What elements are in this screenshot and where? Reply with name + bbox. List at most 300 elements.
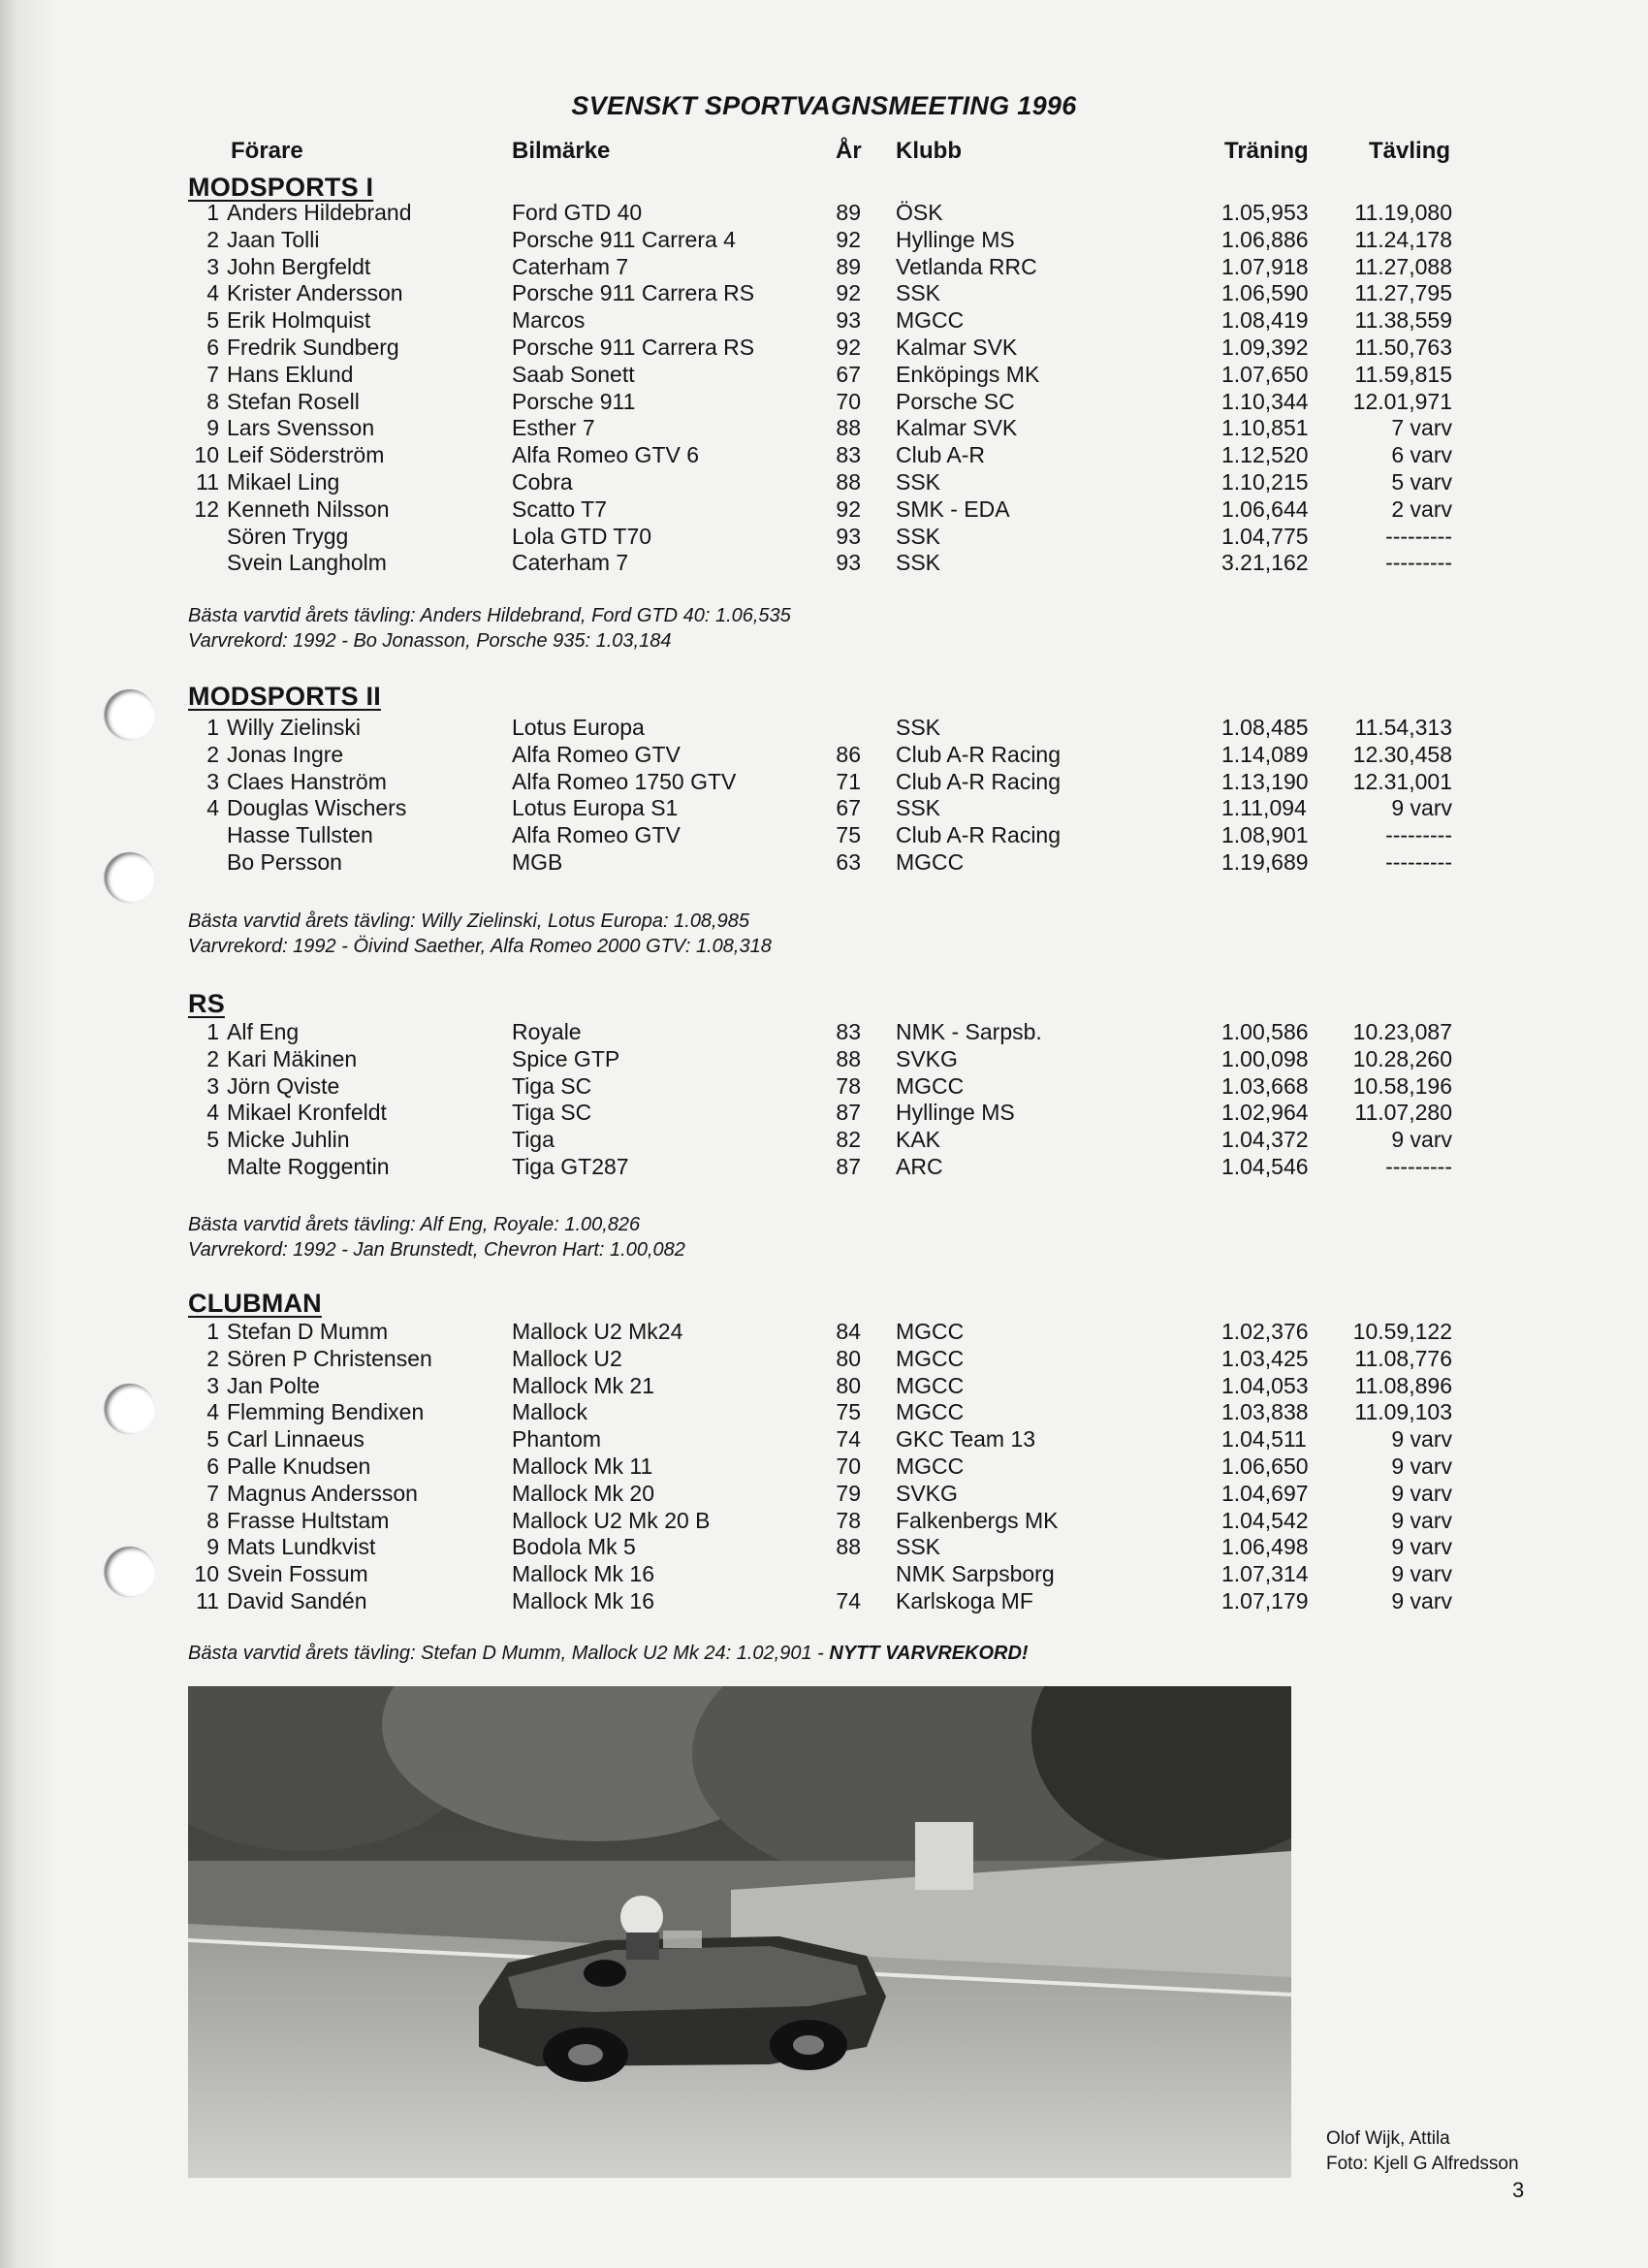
training-time-cell: 1.06,886 — [1221, 226, 1309, 252]
race-result-cell: 11.19,080 — [1354, 200, 1452, 225]
position-cell: 11 — [196, 469, 219, 495]
training-time-cell: 3.21,162 — [1221, 550, 1309, 576]
year-cell: 78 — [836, 1072, 861, 1099]
year-cell: 87 — [836, 1154, 861, 1179]
table-row — [0, 714, 1648, 741]
driver-cell: Frasse Hultstam — [227, 1507, 390, 1533]
position-cell: 9 — [206, 1534, 219, 1560]
club-cell: Vetlanda RRC — [896, 253, 1037, 279]
club-cell: Karlskoga MF — [896, 1588, 1033, 1613]
position-cell: 3 — [206, 1372, 219, 1398]
training-time-cell: 1.08,485 — [1221, 715, 1309, 740]
club-cell: MGCC — [896, 1072, 965, 1099]
car-cell: Lola GTD T70 — [512, 523, 652, 549]
driver-cell: Mikael Ling — [227, 469, 340, 495]
lap-record-note: Varvrekord: 1992 - Öivind Saether, Alfa Romeo 2000 GTV: 1.08,318 — [188, 936, 772, 957]
training-time-cell: 1.07,179 — [1221, 1588, 1309, 1613]
car-cell: Mallock U2 Mk24 — [512, 1319, 683, 1344]
column-header-year: År — [836, 138, 862, 164]
club-cell: Club A-R Racing — [896, 768, 1062, 794]
race-result-cell: 11.38,559 — [1354, 307, 1452, 334]
training-time-cell: 1.14,089 — [1221, 741, 1309, 767]
position-cell: 3 — [206, 1072, 219, 1099]
club-cell: MGCC — [896, 1372, 965, 1398]
race-result-cell: 11.08,896 — [1354, 1372, 1452, 1398]
car-cell: Lotus Europa — [512, 715, 645, 740]
training-time-cell: 1.04,053 — [1221, 1372, 1309, 1398]
race-result-cell: 11.50,763 — [1354, 335, 1452, 360]
position-cell: 9 — [206, 415, 219, 441]
race-result-cell: --------- — [1385, 1154, 1452, 1179]
club-cell: SSK — [896, 715, 941, 740]
page-number: 3 — [1512, 2178, 1525, 2202]
race-result-cell: 10.59,122 — [1352, 1319, 1452, 1344]
position-cell: 5 — [206, 1127, 219, 1153]
race-result-cell: 12.30,458 — [1352, 741, 1452, 767]
position-cell: 3 — [206, 253, 219, 279]
club-cell: SSK — [896, 280, 941, 306]
race-result-cell: 5 varv — [1391, 469, 1452, 495]
table-row — [0, 1480, 1648, 1507]
car-cell: Caterham 7 — [512, 550, 629, 576]
year-cell: 87 — [836, 1100, 861, 1126]
year-cell: 93 — [836, 307, 861, 334]
car-cell: Mallock Mk 11 — [512, 1453, 653, 1479]
year-cell: 83 — [836, 1019, 861, 1044]
car-cell: Porsche 911 Carrera 4 — [512, 226, 736, 252]
training-time-cell: 1.10,215 — [1221, 469, 1309, 495]
year-cell: 89 — [836, 253, 861, 279]
club-cell: SSK — [896, 469, 941, 495]
position-cell: 2 — [206, 226, 219, 252]
table-row — [0, 1425, 1648, 1453]
car-cell: Cobra — [512, 469, 573, 495]
year-cell: 74 — [836, 1588, 861, 1613]
table-row — [0, 1153, 1648, 1180]
training-time-cell: 1.04,546 — [1221, 1154, 1309, 1179]
position-cell: 1 — [206, 1019, 219, 1044]
car-cell: Ford GTD 40 — [512, 200, 643, 225]
driver-cell: John Bergfeldt — [227, 253, 371, 279]
position-cell: 2 — [206, 741, 219, 767]
training-time-cell: 1.07,314 — [1221, 1561, 1309, 1587]
race-result-cell: 9 varv — [1391, 1426, 1452, 1453]
driver-cell: David Sandén — [227, 1588, 367, 1613]
training-time-cell: 1.04,372 — [1221, 1127, 1309, 1153]
position-cell: 4 — [206, 1100, 219, 1126]
race-result-cell: 9 varv — [1391, 1534, 1452, 1560]
driver-cell: Sören Trygg — [227, 523, 349, 549]
driver-cell: Stefan Rosell — [227, 388, 360, 414]
position-cell: 6 — [206, 335, 219, 360]
position-cell: 11 — [196, 1588, 219, 1613]
year-cell: 88 — [836, 469, 861, 495]
car-cell: Scatto T7 — [512, 495, 608, 522]
car-cell: MGB — [512, 849, 563, 875]
year-cell: 78 — [836, 1507, 861, 1533]
race-result-cell: --------- — [1385, 550, 1452, 576]
race-photo — [188, 1686, 1291, 2178]
position-cell: 10 — [194, 1561, 219, 1587]
position-cell: 12 — [194, 495, 219, 522]
column-header-training: Träning — [1224, 138, 1309, 164]
club-cell: Club A-R Racing — [896, 741, 1062, 767]
club-cell: NMK - Sarpsb. — [896, 1019, 1042, 1044]
training-time-cell: 1.06,644 — [1221, 495, 1309, 522]
position-cell: 8 — [206, 1507, 219, 1533]
training-time-cell: 1.03,425 — [1221, 1345, 1309, 1371]
driver-cell: Sören P Christensen — [227, 1345, 432, 1371]
table-row — [0, 1587, 1648, 1614]
training-time-cell: 1.02,376 — [1221, 1319, 1309, 1344]
year-cell: 74 — [836, 1426, 861, 1453]
race-result-cell: --------- — [1385, 822, 1452, 848]
photo-caption-credit: Foto: Kjell G Alfredsson — [1326, 2154, 1519, 2174]
driver-cell: Carl Linnaeus — [227, 1426, 364, 1453]
table-row — [0, 1126, 1648, 1153]
driver-cell: Douglas Wischers — [227, 795, 407, 821]
driver-cell: Bo Persson — [227, 849, 342, 875]
car-cell: Phantom — [512, 1426, 602, 1453]
race-result-cell: 11.08,776 — [1354, 1345, 1452, 1371]
car-cell: Alfa Romeo GTV — [512, 822, 681, 848]
training-time-cell: 1.10,344 — [1221, 388, 1309, 414]
position-cell: 10 — [194, 442, 219, 468]
table-row — [0, 1398, 1648, 1425]
club-cell: Hyllinge MS — [896, 226, 1015, 252]
training-time-cell: 1.19,689 — [1221, 849, 1309, 875]
year-cell: 88 — [836, 1534, 861, 1560]
training-time-cell: 1.13,190 — [1221, 768, 1309, 794]
club-cell: ÖSK — [896, 200, 943, 225]
race-result-cell: 9 varv — [1391, 1480, 1452, 1506]
lap-record-note: Varvrekord: 1992 - Bo Jonasson, Porsche 935: 1.03,184 — [188, 630, 672, 652]
car-cell: Mallock Mk 16 — [512, 1588, 654, 1613]
table-row — [0, 821, 1648, 848]
driver-cell: Lars Svensson — [227, 415, 375, 441]
training-time-cell: 1.04,697 — [1221, 1480, 1309, 1506]
race-result-cell: 11.09,103 — [1354, 1399, 1452, 1425]
car-cell: Esther 7 — [512, 415, 595, 441]
driver-cell: Svein Fossum — [227, 1561, 368, 1587]
new-record-label: NYTT VARVREKORD! — [829, 1643, 1029, 1664]
year-cell: 79 — [836, 1480, 861, 1506]
training-time-cell: 1.09,392 — [1221, 335, 1309, 360]
lap-record-note: Varvrekord: 1992 - Jan Brunstedt, Chevron Hart: 1.00,082 — [188, 1239, 685, 1261]
table-row — [0, 768, 1648, 795]
training-time-cell: 1.10,851 — [1221, 415, 1309, 441]
driver-cell: Palle Knudsen — [227, 1453, 371, 1479]
club-cell: Kalmar SVK — [896, 335, 1018, 360]
car-cell: Bodola Mk 5 — [512, 1534, 636, 1560]
driver-cell: Kari Mäkinen — [227, 1045, 358, 1071]
race-car-photo-illustration — [188, 1686, 1291, 2178]
table-row — [0, 1045, 1648, 1072]
table-row — [0, 1533, 1648, 1560]
car-cell: Tiga SC — [512, 1072, 592, 1099]
race-result-cell: 10.28,260 — [1352, 1045, 1452, 1071]
column-header-car: Bilmärke — [512, 138, 611, 164]
year-cell: 82 — [836, 1127, 861, 1153]
year-cell: 80 — [836, 1372, 861, 1398]
club-cell: Falkenbergs MK — [896, 1507, 1059, 1533]
car-cell: Spice GTP — [512, 1045, 620, 1071]
club-cell: SSK — [896, 1534, 941, 1560]
table-row — [0, 1453, 1648, 1480]
section-title: CLUBMAN — [188, 1289, 322, 1318]
position-cell: 7 — [206, 361, 219, 387]
club-cell: GKC Team 13 — [896, 1426, 1036, 1453]
club-cell: Club A-R — [896, 442, 986, 468]
position-cell: 5 — [206, 307, 219, 334]
car-cell: Tiga GT287 — [512, 1154, 629, 1179]
driver-cell: Magnus Andersson — [227, 1480, 418, 1506]
year-cell: 88 — [836, 1045, 861, 1071]
race-result-cell: 11.07,280 — [1354, 1100, 1452, 1126]
best-lap-text: Bästa varvtid årets tävling: Stefan D Mumm, Mallock U2 Mk 24: 1.02,901 - — [188, 1643, 830, 1664]
table-row — [0, 468, 1648, 495]
best-lap-note: Bästa varvtid årets tävling: Alf Eng, Royale: 1.00,826 — [188, 1214, 641, 1235]
club-cell: Porsche SC — [896, 388, 1015, 414]
race-result-cell: 12.01,971 — [1352, 388, 1452, 414]
club-cell: MGCC — [896, 307, 965, 334]
race-result-cell: 11.27,088 — [1354, 253, 1452, 279]
section-title: RS — [188, 989, 225, 1018]
driver-cell: Flemming Bendixen — [227, 1399, 425, 1425]
year-cell: 80 — [836, 1345, 861, 1371]
table-row — [0, 549, 1648, 576]
year-cell: 86 — [836, 741, 861, 767]
best-lap-note — [188, 1641, 1029, 1666]
year-cell: 84 — [836, 1319, 861, 1344]
club-cell: SMK - EDA — [896, 495, 1010, 522]
car-cell: Porsche 911 — [512, 388, 636, 414]
position-cell: 2 — [206, 1345, 219, 1371]
car-cell: Royale — [512, 1019, 582, 1044]
year-cell: 92 — [836, 226, 861, 252]
table-row — [0, 1018, 1648, 1045]
car-cell: Caterham 7 — [512, 253, 629, 279]
position-cell: 1 — [206, 200, 219, 225]
club-cell: MGCC — [896, 1345, 965, 1371]
position-cell: 4 — [206, 795, 219, 821]
position-cell: 5 — [206, 1426, 219, 1453]
driver-cell: Micke Juhlin — [227, 1127, 350, 1153]
year-cell: 71 — [836, 768, 861, 794]
club-cell: SVKG — [896, 1480, 958, 1506]
position-cell: 4 — [206, 280, 219, 306]
race-result-cell: 7 varv — [1391, 415, 1452, 441]
club-cell: Club A-R Racing — [896, 822, 1062, 848]
car-cell: Lotus Europa S1 — [512, 795, 679, 821]
club-cell: Enköpings MK — [896, 361, 1040, 387]
club-cell: SSK — [896, 523, 941, 549]
driver-cell: Alf Eng — [227, 1019, 300, 1044]
driver-cell: Mikael Kronfeldt — [227, 1100, 387, 1126]
training-time-cell: 1.00,586 — [1221, 1019, 1309, 1044]
year-cell: 89 — [836, 200, 861, 225]
year-cell: 63 — [836, 849, 861, 875]
position-cell: 1 — [206, 1319, 219, 1344]
club-cell: ARC — [896, 1154, 943, 1179]
driver-cell: Krister Andersson — [227, 280, 403, 306]
position-cell: 1 — [206, 715, 219, 740]
club-cell: SSK — [896, 795, 941, 821]
race-result-cell: 9 varv — [1391, 1453, 1452, 1479]
race-result-cell: 9 varv — [1391, 1588, 1452, 1613]
car-cell: Alfa Romeo 1750 GTV — [512, 768, 737, 794]
club-cell: MGCC — [896, 849, 965, 875]
year-cell: 92 — [836, 280, 861, 306]
table-row — [0, 1099, 1648, 1126]
training-time-cell: 1.07,650 — [1221, 361, 1309, 387]
table-row — [0, 1372, 1648, 1399]
driver-cell: Malte Roggentin — [227, 1154, 390, 1179]
table-row — [0, 794, 1648, 821]
driver-cell: Willy Zielinski — [227, 715, 361, 740]
driver-cell: Svein Langholm — [227, 550, 387, 576]
driver-cell: Mats Lundkvist — [227, 1534, 376, 1560]
car-cell: Tiga SC — [512, 1100, 592, 1126]
race-result-cell: 9 varv — [1391, 1507, 1452, 1533]
car-cell: Alfa Romeo GTV 6 — [512, 442, 700, 468]
race-result-cell: 6 varv — [1391, 442, 1452, 468]
table-row — [0, 306, 1648, 334]
column-header-driver: Förare — [231, 138, 303, 164]
club-cell: MGCC — [896, 1319, 965, 1344]
driver-cell: Jörn Qviste — [227, 1072, 340, 1099]
table-row — [0, 495, 1648, 523]
driver-cell: Jonas Ingre — [227, 741, 344, 767]
driver-cell: Jan Polte — [227, 1372, 320, 1398]
training-time-cell: 1.04,542 — [1221, 1507, 1309, 1533]
table-row — [0, 414, 1648, 441]
race-result-cell: 10.23,087 — [1352, 1019, 1452, 1044]
table-row — [0, 279, 1648, 306]
car-cell: Marcos — [512, 307, 586, 334]
training-time-cell: 1.06,590 — [1221, 280, 1309, 306]
table-row — [0, 848, 1648, 876]
race-result-cell: 11.59,815 — [1354, 361, 1452, 387]
driver-cell: Stefan D Mumm — [227, 1319, 389, 1344]
year-cell: 93 — [836, 550, 861, 576]
table-row — [0, 1318, 1648, 1345]
race-result-cell: 9 varv — [1391, 795, 1452, 821]
race-result-cell: --------- — [1385, 523, 1452, 549]
training-time-cell: 1.04,775 — [1221, 523, 1309, 549]
table-row — [0, 1560, 1648, 1587]
club-cell: SSK — [896, 550, 941, 576]
race-result-cell: 11.27,795 — [1354, 280, 1452, 306]
year-cell: 67 — [836, 795, 861, 821]
driver-cell: Claes Hanström — [227, 768, 387, 794]
car-cell: Mallock Mk 20 — [512, 1480, 654, 1506]
year-cell: 93 — [836, 523, 861, 549]
club-cell: MGCC — [896, 1399, 965, 1425]
year-cell: 88 — [836, 415, 861, 441]
training-time-cell: 1.12,520 — [1221, 442, 1309, 468]
position-cell: 6 — [206, 1453, 219, 1479]
year-cell: 92 — [836, 335, 861, 360]
table-row — [0, 199, 1648, 226]
car-cell: Porsche 911 Carrera RS — [512, 280, 755, 306]
driver-cell: Jaan Tolli — [227, 226, 320, 252]
best-lap-note: Bästa varvtid årets tävling: Anders Hildebrand, Ford GTD 40: 1.06,535 — [188, 605, 791, 626]
driver-cell: Erik Holmquist — [227, 307, 371, 334]
training-time-cell: 1.05,953 — [1221, 200, 1309, 225]
car-cell: Porsche 911 Carrera RS — [512, 335, 755, 360]
club-cell: SVKG — [896, 1045, 958, 1071]
training-time-cell: 1.02,964 — [1221, 1100, 1309, 1126]
position-cell: 8 — [206, 388, 219, 414]
driver-cell: Anders Hildebrand — [227, 200, 412, 225]
race-result-cell: --------- — [1385, 849, 1452, 875]
training-time-cell: 1.04,511 — [1221, 1426, 1307, 1453]
race-result-cell: 12.31,001 — [1352, 768, 1452, 794]
table-row — [0, 334, 1648, 361]
training-time-cell: 1.06,498 — [1221, 1534, 1309, 1560]
training-time-cell: 1.11,094 — [1221, 795, 1307, 821]
race-result-cell: 9 varv — [1391, 1561, 1452, 1587]
year-cell: 70 — [836, 1453, 861, 1479]
training-time-cell: 1.07,918 — [1221, 253, 1309, 279]
race-result-cell: 11.54,313 — [1354, 715, 1452, 740]
car-cell: Mallock U2 — [512, 1345, 622, 1371]
year-cell: 92 — [836, 495, 861, 522]
column-header-club: Klubb — [896, 138, 962, 164]
training-time-cell: 1.03,668 — [1221, 1072, 1309, 1099]
car-cell: Mallock Mk 16 — [512, 1561, 654, 1587]
position-cell: 7 — [206, 1480, 219, 1506]
car-cell: Mallock — [512, 1399, 587, 1425]
position-cell: 2 — [206, 1045, 219, 1071]
club-cell: MGCC — [896, 1453, 965, 1479]
table-row — [0, 741, 1648, 768]
training-time-cell: 1.08,419 — [1221, 307, 1309, 334]
car-cell: Tiga — [512, 1127, 555, 1153]
driver-cell: Kenneth Nilsson — [227, 495, 390, 522]
table-row — [0, 361, 1648, 388]
column-header-race: Tävling — [1369, 138, 1451, 164]
club-cell: KAK — [896, 1127, 941, 1153]
year-cell: 67 — [836, 361, 861, 387]
race-result-cell: 11.24,178 — [1354, 226, 1452, 252]
driver-cell: Fredrik Sundberg — [227, 335, 399, 360]
table-row — [0, 441, 1648, 468]
position-cell: 4 — [206, 1399, 219, 1425]
driver-cell: Hasse Tullsten — [227, 822, 373, 848]
training-time-cell: 1.00,098 — [1221, 1045, 1309, 1071]
position-cell: 3 — [206, 768, 219, 794]
car-cell: Mallock U2 Mk 20 B — [512, 1507, 711, 1533]
club-cell: NMK Sarpsborg — [896, 1561, 1055, 1587]
year-cell: 83 — [836, 442, 861, 468]
year-cell: 75 — [836, 1399, 861, 1425]
car-cell: Alfa Romeo GTV — [512, 741, 681, 767]
best-lap-note: Bästa varvtid årets tävling: Willy Zielinski, Lotus Europa: 1.08,985 — [188, 910, 749, 932]
table-row — [0, 1507, 1648, 1534]
car-cell: Mallock Mk 21 — [512, 1372, 654, 1398]
table-row — [0, 523, 1648, 550]
table-row — [0, 388, 1648, 415]
car-cell: Saab Sonett — [512, 361, 635, 387]
table-row — [0, 226, 1648, 253]
section-title: MODSPORTS II — [188, 682, 381, 711]
section-title: MODSPORTS I — [188, 173, 374, 202]
training-time-cell: 1.03,838 — [1221, 1399, 1309, 1425]
document-title: SVENSKT SPORTVAGNSMEETING 1996 — [571, 91, 1077, 120]
race-result-cell: 10.58,196 — [1352, 1072, 1452, 1099]
